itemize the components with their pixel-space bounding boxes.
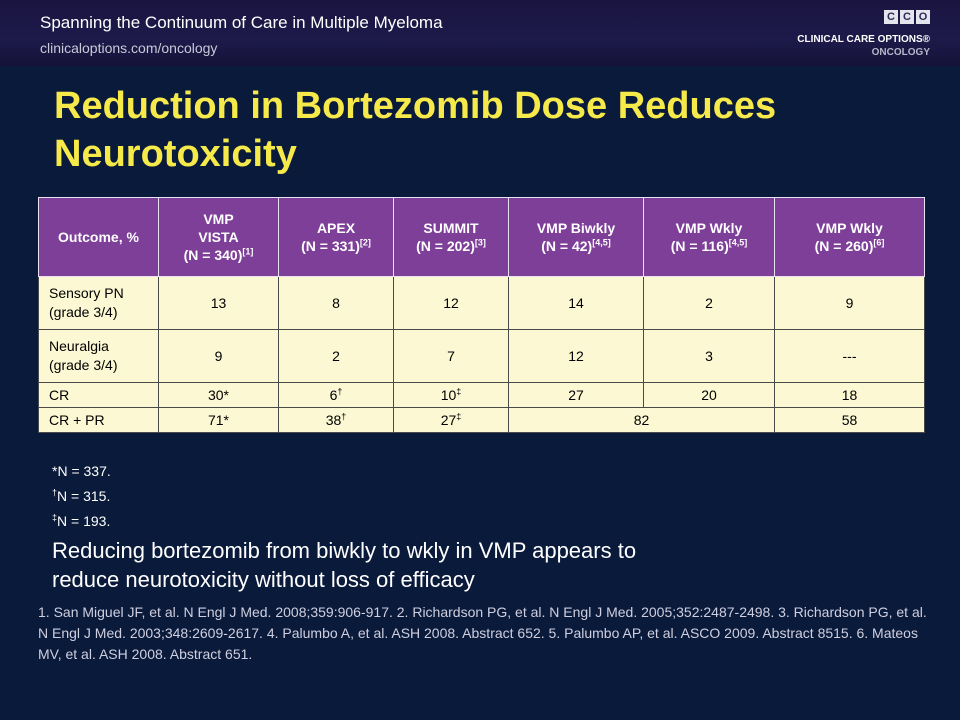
table-cell: 7	[394, 330, 509, 383]
table-row-sensory-pn	[39, 277, 925, 330]
row-label: CR	[39, 383, 159, 408]
references: 1. San Miguel JF, et al. N Engl J Med. 2008;359:906-917. 2. Richardson PG, et al. N Engl J Med. 2005;352:2487-2498. 3. Richardson PG, et al. N Engl J Med. 2003;348:2609-2617. 4. Palumbo A, et al. ASH 2008. Abstract 652. 5. Palumbo AP, et al. ASCO 2009. Abstract 8515. 6. Mateos MV, et al. ASH 2008. Abstract 651.	[38, 604, 927, 662]
conclusion-text: Reducing bortezomib from biwkly to wkly in VMP appears to reduce neurotoxicity without loss of efficacy	[52, 538, 637, 592]
header-vmp-vista: VMP VISTA (N = 340)[1]	[159, 198, 279, 277]
header-apex: APEX (N = 331)[2]	[279, 198, 394, 277]
header-vmp-wkly-116: VMP Wkly (N = 116)[4,5]	[644, 198, 775, 277]
slide-header	[0, 0, 960, 66]
table-cell-merged: 82	[509, 408, 775, 433]
table-cell: 58	[775, 408, 925, 433]
header-outcome: Outcome, %	[39, 198, 159, 277]
table-cell: 14	[509, 277, 644, 330]
table-cell: 27	[509, 383, 644, 408]
table-cell: 9	[775, 277, 925, 330]
outcomes-table	[38, 197, 925, 433]
logo-name: CLINICAL CARE OPTIONS®	[797, 34, 930, 45]
table-cell: 2	[644, 277, 775, 330]
clinical-care-options-logo	[770, 10, 930, 62]
table-cell: 6†	[279, 383, 394, 408]
table-cell: 3	[644, 330, 775, 383]
slide-title-line2: Neurotoxicity	[54, 133, 297, 175]
table-cell: 12	[394, 277, 509, 330]
table-cell: 2	[279, 330, 394, 383]
footnote: ‡N = 193.	[52, 512, 111, 529]
logo-subtitle: ONCOLOGY	[871, 47, 930, 58]
table-cell: 10‡	[394, 383, 509, 408]
table-cell: 20	[644, 383, 775, 408]
header-url: clinicaloptions.com/oncology	[40, 40, 218, 56]
table-cell: 38†	[279, 408, 394, 433]
table-header-row	[39, 198, 925, 277]
table-row-cr-pr	[39, 408, 925, 433]
footnotes	[52, 459, 111, 534]
header-vmp-wkly-260: VMP Wkly (N = 260)[6]	[775, 198, 925, 277]
table-cell: 8	[279, 277, 394, 330]
table-cell: 13	[159, 277, 279, 330]
table-row-neuralgia	[39, 330, 925, 383]
table-row-cr	[39, 383, 925, 408]
header-vmp-biwkly: VMP Biwkly (N = 42)[4,5]	[509, 198, 644, 277]
table-cell: 71*	[159, 408, 279, 433]
logo-letter: C	[900, 10, 914, 24]
row-label: Neuralgia (grade 3/4)	[39, 330, 159, 383]
row-label: Sensory PN (grade 3/4)	[39, 277, 159, 330]
table-cell: 27‡	[394, 408, 509, 433]
header-title: Spanning the Continuum of Care in Multiple Myeloma	[40, 13, 443, 32]
logo-letter: C	[884, 10, 898, 24]
logo-letter: O	[916, 10, 930, 24]
slide-title	[54, 82, 914, 178]
table-cell: 30*	[159, 383, 279, 408]
logo-letter-boxes	[884, 10, 930, 24]
footnote: †N = 315.	[52, 487, 111, 504]
slide-title-line1: Reduction in Bortezomib Dose Reduces	[54, 85, 777, 127]
table-cell: ---	[775, 330, 925, 383]
table-cell: 12	[509, 330, 644, 383]
row-label: CR + PR	[39, 408, 159, 433]
table-cell: 9	[159, 330, 279, 383]
table-cell: 18	[775, 383, 925, 408]
footnote: *N = 337.	[52, 463, 111, 479]
header-summit: SUMMIT (N = 202)[3]	[394, 198, 509, 277]
